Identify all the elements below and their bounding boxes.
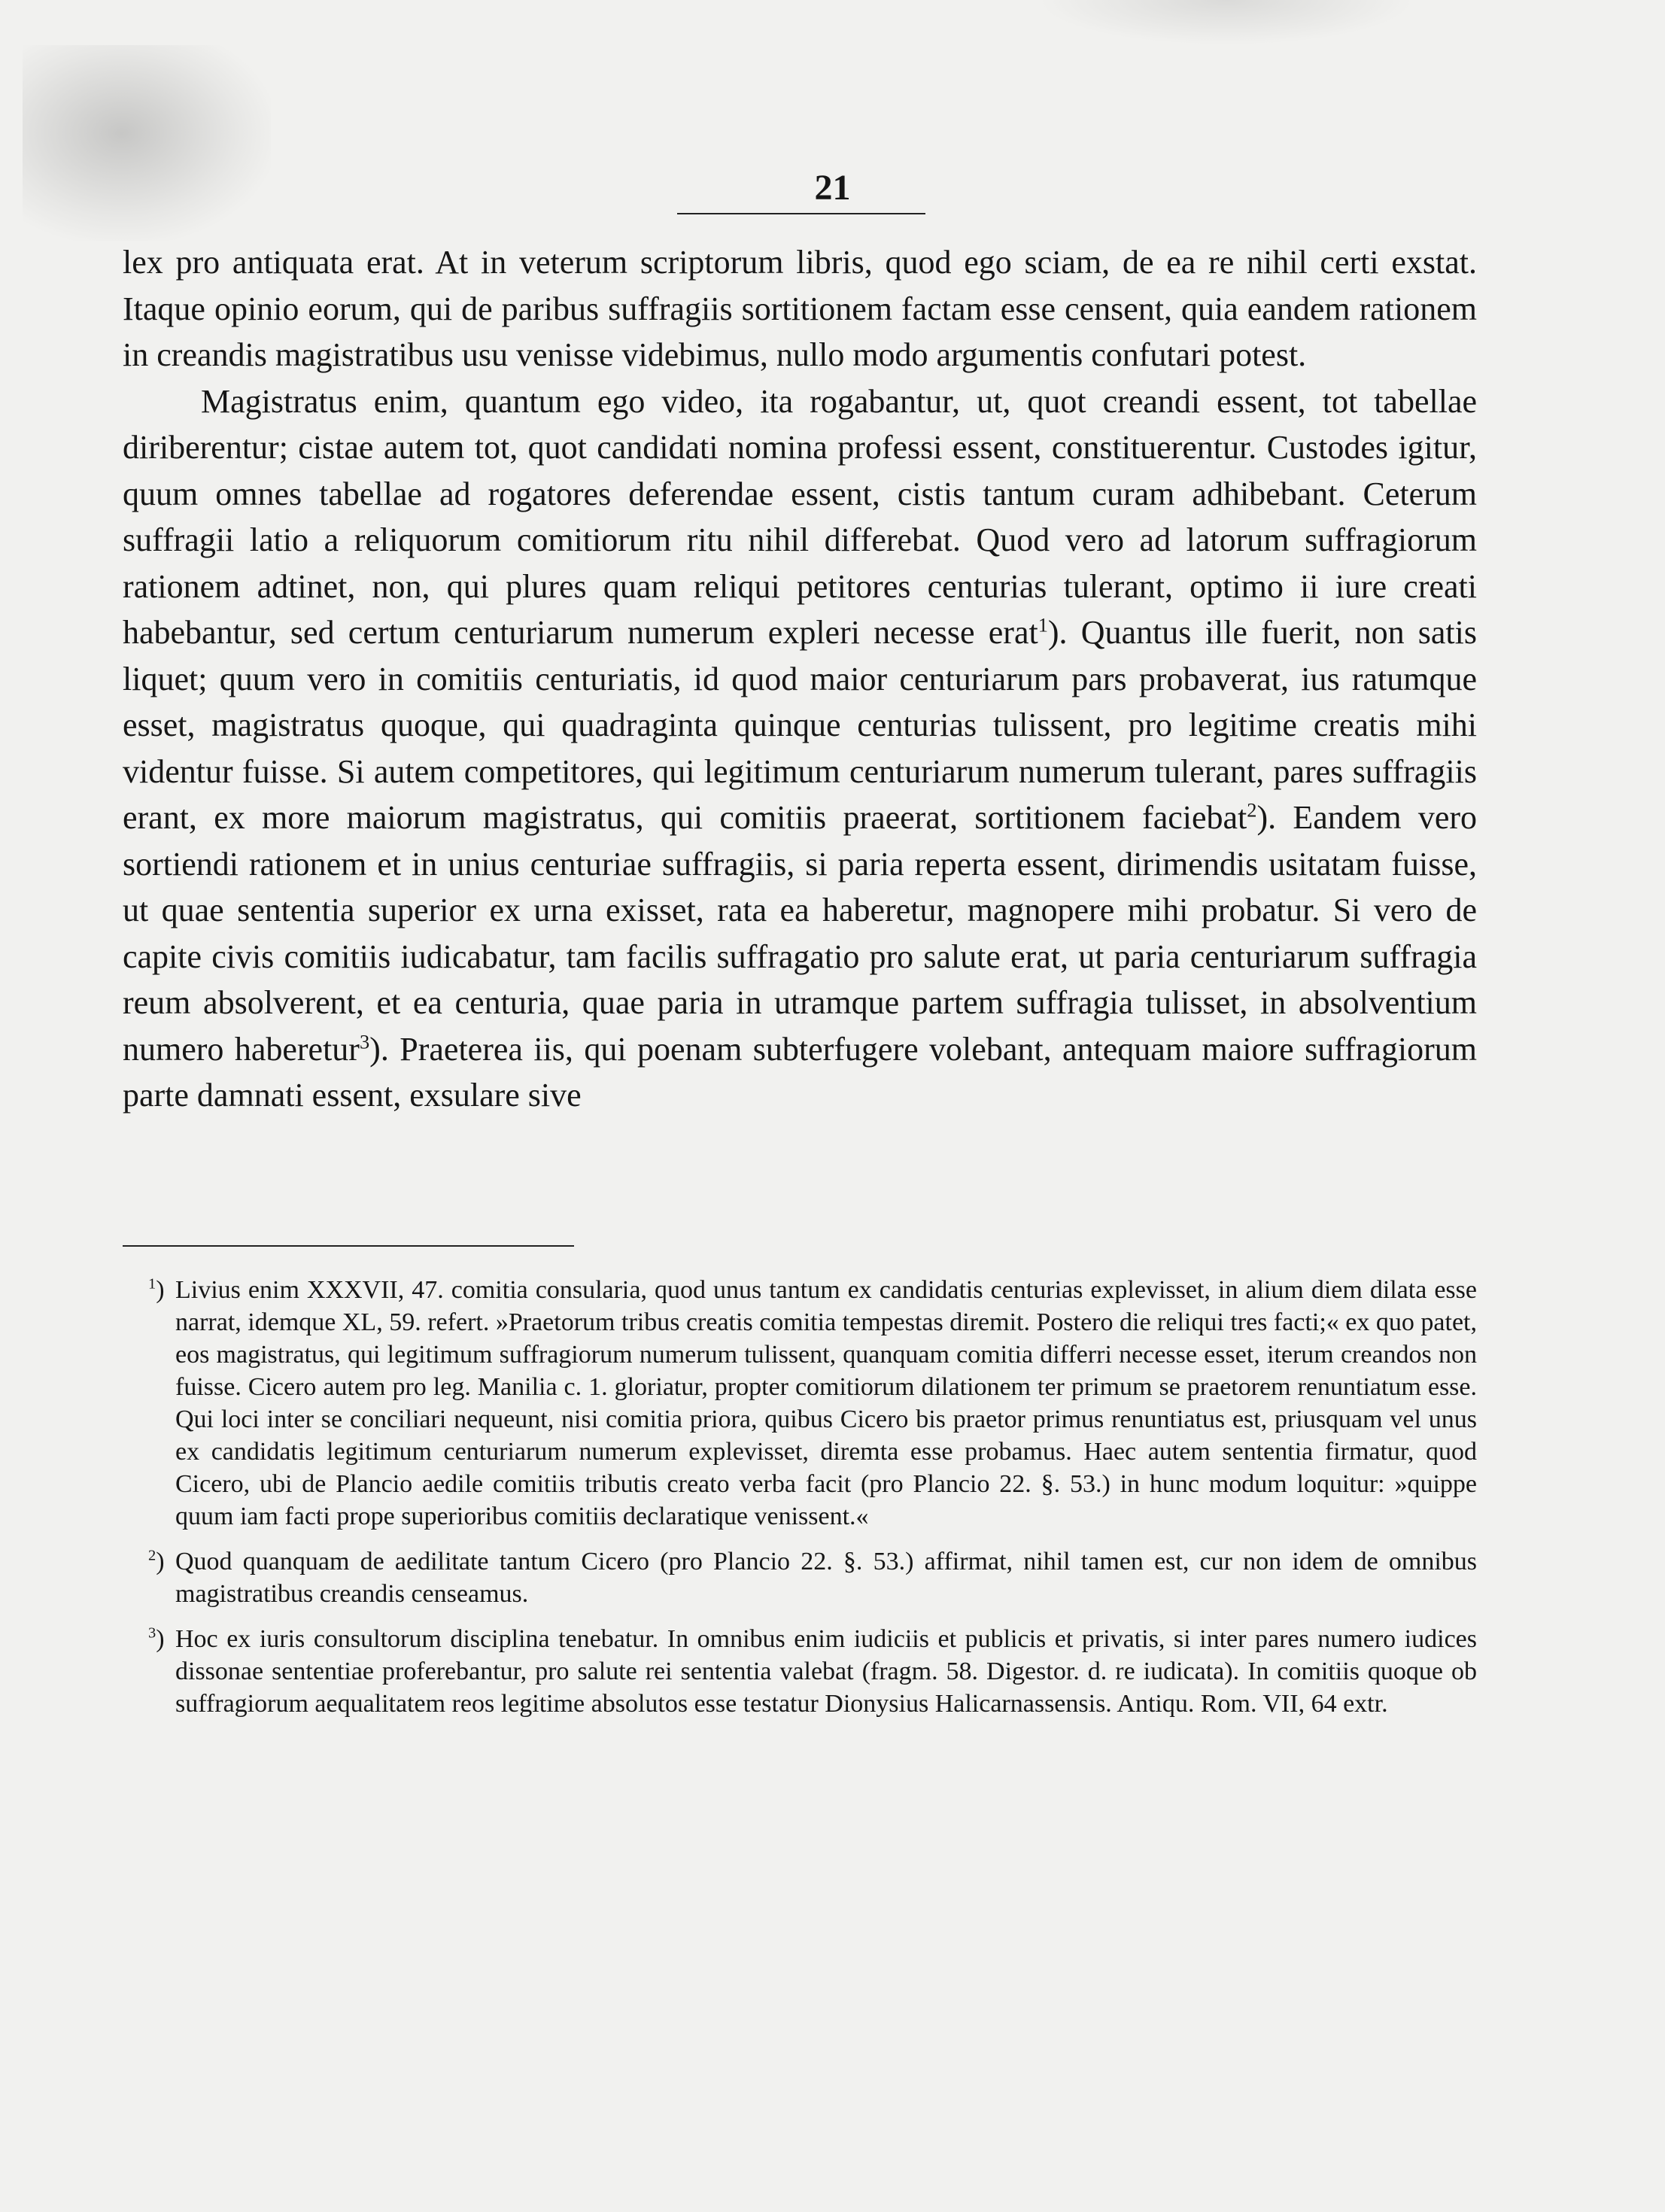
main-text — [123, 239, 1477, 1119]
footnote-3 — [148, 1623, 1477, 1720]
text-run: ). Quantus ille fuerit, non satis liquet; quum vero in comitiis centuriatis, id quod maior centuriarum pars probaverat, ius ratumque esset, magistratus quoque, qui quadraginta quinque centurias tulissent, pro legitime creatis mihi videntur fuisse. Si autem competitores, qui legitimum centuriarum numerum tulerant, pares suffragiis erant, ex more maiorum magistratus, qui comitiis praeerat, sortitionem faciebat — [123, 614, 1478, 836]
header-rule — [677, 213, 925, 214]
footnote-rule — [123, 1245, 574, 1247]
page-stain — [1038, 0, 1414, 45]
footnotes — [148, 1274, 1477, 1733]
page-stain — [23, 45, 271, 241]
footnote-marker: $^3$) — [148, 1624, 165, 1653]
text-run: ). Eandem vero sortiendi rationem et in unius centuriae suffragiis, si paria reperta essent, dirimendis usitatam fuisse, ut quae sententia superior ex urna exisset, rata ea haberetur, magnopere mihi probatur. Si vero de capite civis comitiis iudicabatur, tam facilis suffragatio pro salute erat, ut paria centuriarum suffragia reum absolverent, et ea centuria, quae paria in utramque partem suffragia tulisset, in absolventium numero haberetur — [123, 799, 1477, 1068]
text-run: Magistratus enim, quantum ego video, ita rogabantur, ut, quot creandi essent, tot tabellae diriberentur; cistae autem tot, quot candidati nomina professi essent, constituerentur. Custodes igitur, quum omnes tabellae ad rogatores deferendae essent, cistis tantum curam adhibebant. Ceterum suffragii latio a reliquorum comitiorum ritu nihil differebat. Quod vero ad latorum suffragiorum rationem adtinet, non, qui plures quam reliqui petitores centurias tulerant, optimo ii iure creati habebantur, sed certum centuriarum numerum expleri necesse erat — [123, 382, 1477, 651]
paragraph-1: lex pro antiquata erat. At in veterum scriptorum libris, quod ego sciam, de ea re nihil certi exstat. Itaque opinio eorum, qui de paribus suffragiis sortitionem factam esse censent, quia eandem rationem in creandis magistratibus usu venisse videbimus, nullo modo argumentis confutari potest. — [123, 244, 1477, 373]
footnote-2 — [148, 1545, 1477, 1610]
footnote-ref-1[interactable]: 1 — [1038, 613, 1048, 637]
footnote-text: Hoc ex iuris consultorum disciplina tenebatur. In omnibus enim iudiciis et publicis et privatis, si inter pares numero iudices dissonae sententiae proferebantur, pro salute rei sententia valebat (fragm. 58. Digestor. d. re iudicata). In comitiis quoque ob suffragiorum aequalitatem reos legitime absolutos esse testatur Dionysius Halicarnassensis. Antiqu. Rom. VII, 64 extr. — [175, 1625, 1477, 1718]
text-run: ). Praeterea iis, qui poenam subterfugere volebant, antequam maiore suffragiorum parte damnati essent, exsulare sive — [123, 1030, 1477, 1114]
paragraph-2 — [123, 378, 1477, 1119]
footnote-marker: $^2$) — [148, 1547, 165, 1575]
footnote-ref-2[interactable]: 2 — [1247, 798, 1257, 822]
footnote-text: Quod quanquam de aedilitate tantum Cicero (pro Plancio 22. §. 53.) affirmat, nihil tamen est, cur non idem de omnibus magistratibus creandis censeamus. — [175, 1548, 1477, 1608]
footnote-1 — [148, 1274, 1477, 1533]
footnote-marker: $^1$) — [148, 1275, 165, 1304]
footnote-ref-3[interactable]: 3 — [359, 1029, 370, 1053]
footnote-text: Livius enim XXXVII, 47. comitia consularia, quod unus tantum ex candidatis centurias explevisset, in alium diem dilata esse narrat, idemque XL, 59. refert. »Praetorum tribus creatis comitia tempestas diremit. Postero die reliqui tres facti;« ex quo patet, eos magistratus, qui legitimum suffragiorum numerum tulissent, quanquam comitia differri necesse esset, iterum creandos non fuisse. Cicero autem pro leg. Manilia c. 1. gloriatur, propter comitiorum dilationem ter primum se praetorem renuntiatum esse. Qui loci inter se conciliari nequeunt, nisi comitia priora, quibus Cicero bis praetor primus renuntiatus est, priusquam vel unus ex candidatis legitimum centuriarum numerum explevisset, diremta esse probamus. Haec autem sententia firmatur, quod Cicero, ubi de Plancio aedile comitiis tributis creato verba facit (pro Plancio 22. §. 53.) in hunc modum loquitur: »quippe quum iam facti prope superioribus comitiis declaratique venissent.« — [175, 1276, 1477, 1530]
page-number: 21 — [814, 168, 851, 208]
